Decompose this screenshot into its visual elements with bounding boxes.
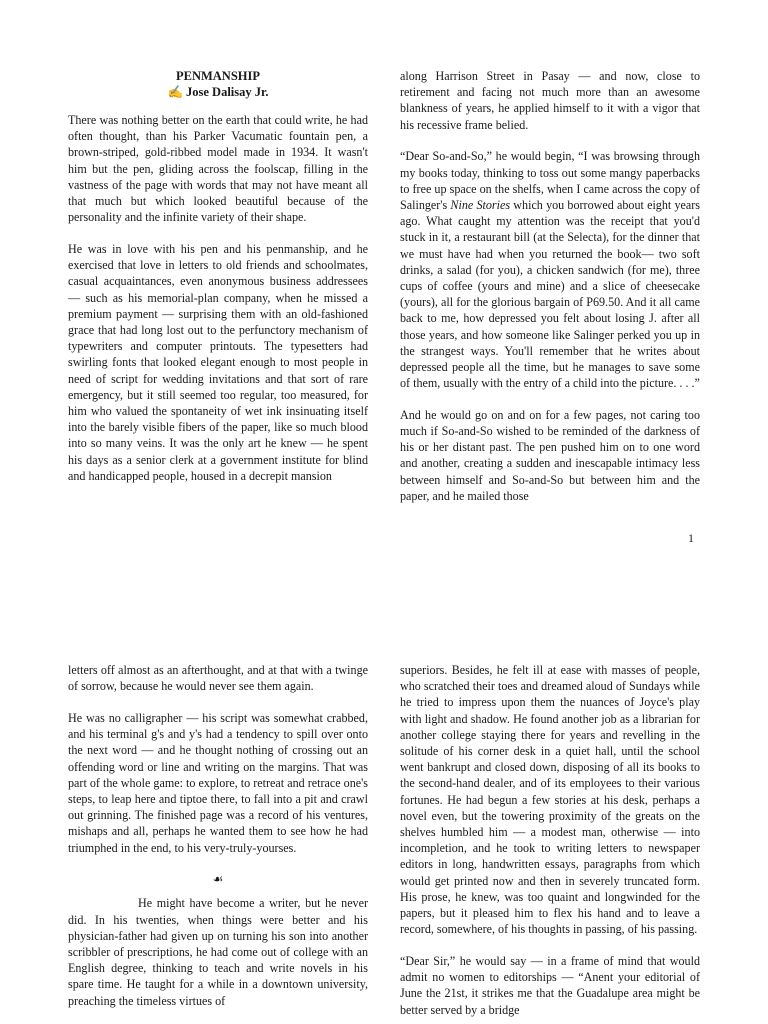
paragraph: He was no calligrapher — his script was somewhat crabbed, and his terminal g's and y's had a tendency to spill over onto the next word — and he thought nothing of crossing out an offending word or line and writing on the margins. That was part of the whole game: to explore, to retreat and retrace one's steps, to leap here and tiptoe there, to fall into a pit and crawl out grinning. The finished page was a record of his ventures, mishaps and all, perhaps he wanted them to see how he had triumphed in the end, to his very-truly-yourses. [68,710,368,855]
page2-right-column [400,662,700,1024]
paragraph: superiors. Besides, he felt ill at ease with masses of people, who scratched their toes and dreamed aloud of Sundays while he tried to impress upon them the nuances of Joyce's play with light and shadow. He found another job as a librarian for another college staying there for years and revelling in the solitude of his corner desk in a quiet hall, until the school went bankrupt and closed down, disposing of all its books to the second-hand dealer, and of its employees to their various fortunes. He had begun a few stories at his desk, perhaps a novel even, but the towering proximity of the greats on the shelves humbled him — a modest man, otherwise — into incompletion, and he took to writing letters to newspaper editors in long, handwritten essays, paragraphs from which would get printed now and then in severely truncated form. His prose, he knew, was too quaint and longwinded for the papers, but it pleased him to flex his hand and to leave a record, somewhere, of his thoughts in passing, of his passing. [400,663,700,937]
author-line [68,84,368,100]
paragraph: He might have become a writer, but he never did. In his twenties, when things were better and his physician-father had given up on turning his son into another scribbler of prescriptions, he had come out of college with an English degree, thinking to teach and write novels in his spare time. He taught for a while in a downtown university, preaching the timeless virtues of [68,896,368,1008]
page2-left-column [68,662,368,1024]
paragraph: letters off almost as an afterthought, and at that with a twinge of sorrow, because he would never see them again. [68,663,368,694]
paragraph: “Dear Sir,” he would say — in a frame of mind that would admit no women to editorships — “Anent your editorial of June the 21st, it strikes me that the Guadalupe area might be better served by a bridge [400,953,700,1017]
paragraph-letter [400,148,700,391]
paragraph: And he would go on and on for a few pages, not caring too much if So-and-So wished to be reminded of the darkness of his or her distant past. The pen pushed him on to one word and another, creating a sudden and inescapable intimacy less between himself and So-and-So but between him and the paper, and he mailed those [400,407,700,503]
paragraph: There was nothing better on the earth that could write, he had often thought, than his Parker Vacumatic fountain pen, a brown-striped, gold-ribbed model made in 1934. It wasn't him but the pen, gliding across the foolscap, filling in the vastness of the page with words that may not have meant all that much but which looked beautiful because of the personality and the infinite variety of their shape. [68,113,368,225]
paragraph: along Harrison Street in Pasay — and now, close to retirement and facing not much more than an awesome blankness of years, he applied himself to it with a vigor that his recessive frame belied. [400,69,700,132]
paragraph: He was in love with his pen and his penmanship, and he exercised that love in letters to old friends and schoolmates, casual acquaintances, even anonymous business addressees — such as his memorial-plan company, when he missed a premium payment — surprising them with an old-fashioned grace that had long lost out to the perfunctory mechanism of typewriters and computer printouts. The typesetters had swirling fonts that looked elegant enough to most people in need of script for wedding invitations and that sort of rare emergency, but it still seemed too regular, too measured, for him who valued the spontaneity of wet ink insinuating itself into the barely visible fibers of the paper, like so much blood into so many veins. It was the only art he knew — he spent his days as a senior clerk at a government institute for blind and handicapped people, housed in a decrepit mansion [68,241,368,483]
author-name: Jose Dalisay Jr. [186,85,269,99]
page-gap [0,575,768,640]
document-title: PENMANSHIP [175,69,261,83]
pen-nib-icon: ✍ [167,85,184,99]
page1-right-column [400,68,700,520]
section-separator-icon: ☙ [212,872,224,887]
text-run: “Dear So-and-So,” he would begin, “I was browsing through my books today, thinking to toss out some mangy paperbacks to free up space on the shelfs, when I came across the copy of Salinger's [400,149,700,212]
document-page-2 [0,640,768,1024]
page1-left-column [68,68,368,499]
page-number: 1 [688,531,694,545]
book-title: Nine Stories [450,197,511,212]
text-run: which you borrowed about eight years ago. What caught my attention was the receipt that you'd stuck in it, a restaurant bill (at the Selecta), for the dinner that we must have had when you returned the book— two soft drinks, a salad (for you), a chicken sandwich (for me), three cups of coffee (yours and mine) and a slice of cheesecake (yours), all for the glorious bargain of P69.50. And it all came back to me, how depressed you felt about losing J. after all those years, and how someone like Salinger perked you up in the strangest ways. You'll remember that he writes about depressed people all the time, but he manages to save some of them, usually with the entry of a child into the picture. . . .” [400,197,700,391]
